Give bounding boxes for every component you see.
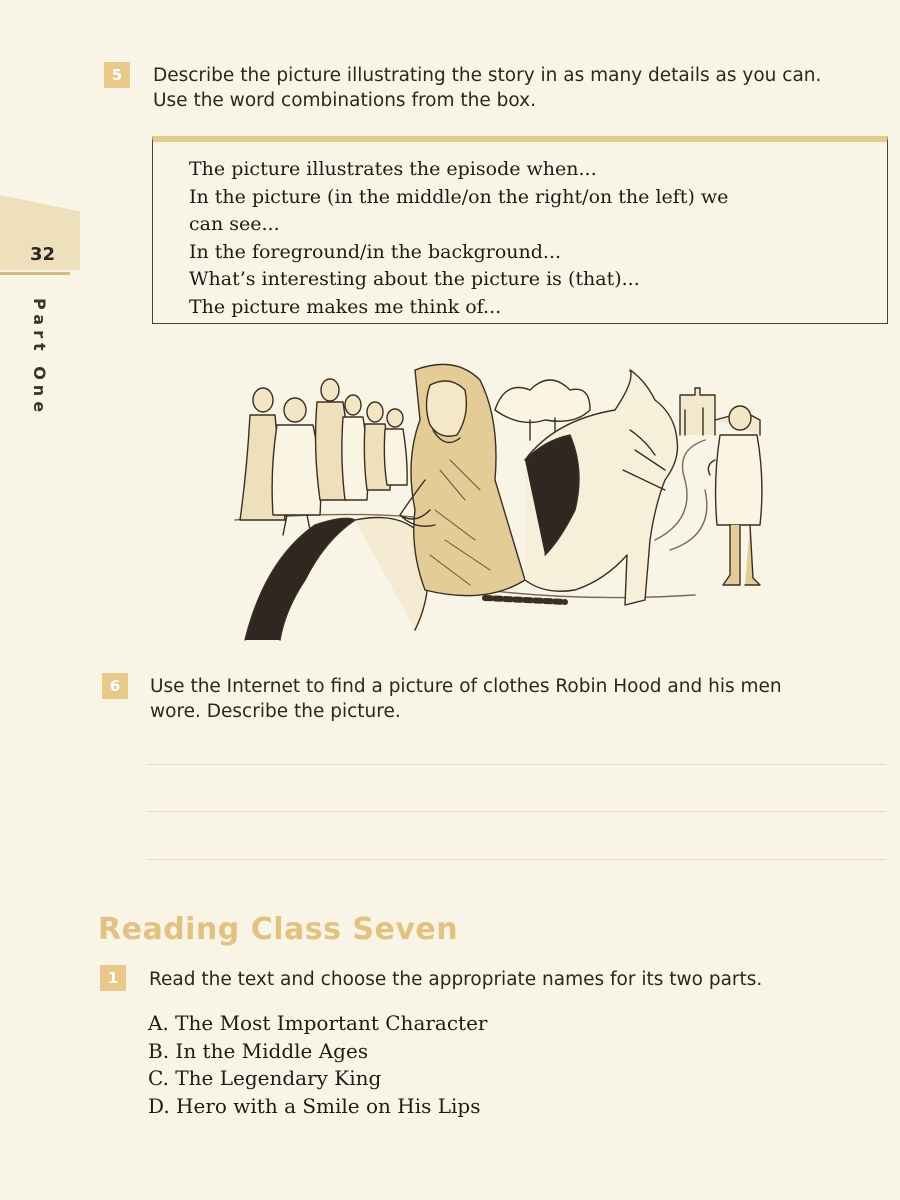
option-c: C. The Legendary King <box>148 1066 382 1090</box>
box-line: In the foreground/in the background... <box>189 240 562 263</box>
exercise-1-instruction: Read the text and choose the appropriate names for its two parts. <box>149 969 763 990</box>
part-label: Part One <box>30 298 49 418</box>
writing-line[interactable] <box>148 859 886 860</box>
tab-divider <box>0 272 70 275</box>
instruction-line: Describe the picture illustrating the story in as many details as you can. <box>153 65 822 86</box>
option-d: D. Hero with a Smile on His Lips <box>148 1093 481 1118</box>
page-number: 32 <box>30 244 56 265</box>
box-line: can see... <box>189 213 280 235</box>
robin-hood-horse-scene-icon <box>225 340 785 645</box>
exercise-1-badge: 1 <box>100 965 126 991</box>
exercise-5-badge: 5 <box>104 62 130 88</box>
exercise-5-instruction <box>153 63 893 113</box>
box-line: The picture illustrates the episode when... <box>189 158 597 180</box>
writing-line[interactable] <box>148 811 886 812</box>
option-b: B. In the Middle Ages <box>148 1038 369 1063</box>
option-a: A. The Most Important Character <box>148 1011 488 1035</box>
section-title: Reading Class Seven <box>98 912 459 947</box>
box-line: What’s interesting about the picture is (that)... <box>189 268 640 290</box>
instruction-line: Use the word combinations from the box. <box>153 90 536 111</box>
instruction-line: Use the Internet to find a picture of clothes Robin Hood and his men <box>150 676 782 697</box>
box-line: In the picture (in the middle/on the right/on the left) we <box>189 185 729 208</box>
box-line: The picture makes me think of... <box>189 295 502 318</box>
exercise-6-badge: 6 <box>102 673 128 699</box>
word-combinations-box <box>152 136 888 324</box>
instruction-line: wore. Describe the picture. <box>150 701 401 722</box>
answer-options <box>148 1010 487 1120</box>
writing-line[interactable] <box>148 764 886 765</box>
exercise-6-instruction <box>150 674 890 724</box>
